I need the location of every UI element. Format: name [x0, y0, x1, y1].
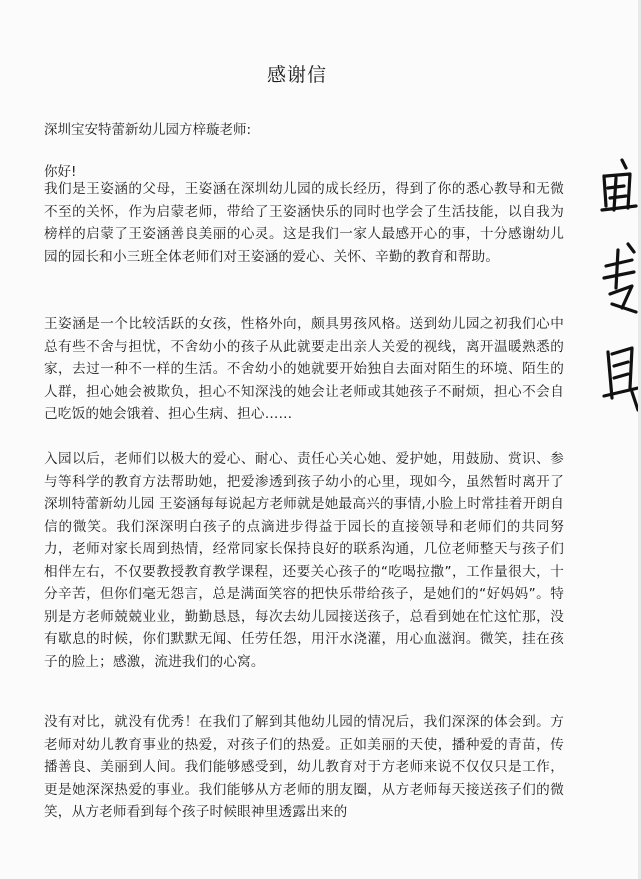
handwritten-signature [592, 148, 641, 418]
paragraph-2: 王姿涵是一个比较活跃的女孩，性格外向，颇具男孩风格。送到幼儿园之初我们心中总有些不舍与担忧，不舍幼小的孩子从此就要走出亲人关爱的视线，离开温暖熟悉的家，去过一种不一样的生活。不舍幼小的她就要开始独自去面对陌生的环境、陌生的人群，担心她会被欺负，担心不知深浅的她会让老师或其她孩子不耐烦，担心不会自己吃饭的她会饿着、担心生病、担心…… [44, 316, 564, 422]
paragraph-4: 没有对比，就没有优秀！在我们了解到其他幼儿园的情况后，我们深深的体会到。方老师对幼儿教育事业的热爱，对孩子们的热爱。正如美丽的天使，播种爱的青苗，传播善良、美丽到人间。我们能够感受到，幼儿教育对于方老师来说不仅仅只是工作，更是她深深热爱的事业。我们能够从方老师的朋友圈，从方老师每天接送孩子们的微笑，从方老师看到每个孩子时候眼神里透露出来的 [44, 714, 564, 820]
paragraph-3: 入园以后，老师们以极大的爱心、耐心、责任心关心她、爱护她，用鼓励、赏识、参与等科学的教育方法帮助她，把爱渗透到孩子幼小的心里，现如今，虽然暂时离开了深圳特蕾新幼儿园 王姿涵每每说起方老师就是她最高兴的事情,小脸上时常挂着开朗自信的微笑。我们深深明白孩子的点滴进步得益于园长的直接领导和老师们的共同努力，老师对家长周到热情，经常同家长保持良好的联系沟通，几位老师整天与孩子们相伴左右，不仅要教授教育教学课程，还要关心孩子的“吃喝拉撒”，工作量很大，十分辛苦，但你们毫无怨言，总是满面笑容的把快乐带给孩子，是她们的“好妈妈”。特别是方老师兢兢业业，勤勤恳恳，每次去幼儿园接送孩子，总看到她在忙这忙那，没有歇息的时候，你们默默无闻、任劳任怨，用汗水浇灌，用心血滋润。微笑，挂在孩子的脸上；感激，流进我们的心窝。 [44, 451, 564, 670]
letter-title: 感谢信 [266, 64, 327, 86]
letter-greeting: 你好! [44, 164, 77, 180]
paragraph-1: 我们是王姿涵的父母，王姿涵在深圳幼儿园的成长经历，得到了你的悉心教导和无微不至的关怀，作为启蒙老师，带给了王姿涵快乐的同时也学会了生活技能，以自我为榜样的启蒙了王姿涵善良美丽的心灵。这是我们一家人最感开心的事，十分感谢幼儿园的园长和小三班全体老师们对王姿涵的爱心、关怀、辛勤的教育和帮助。 [44, 181, 564, 265]
letter-salutation: 深圳宝安特蕾新幼儿园方梓璇老师: [44, 122, 252, 138]
